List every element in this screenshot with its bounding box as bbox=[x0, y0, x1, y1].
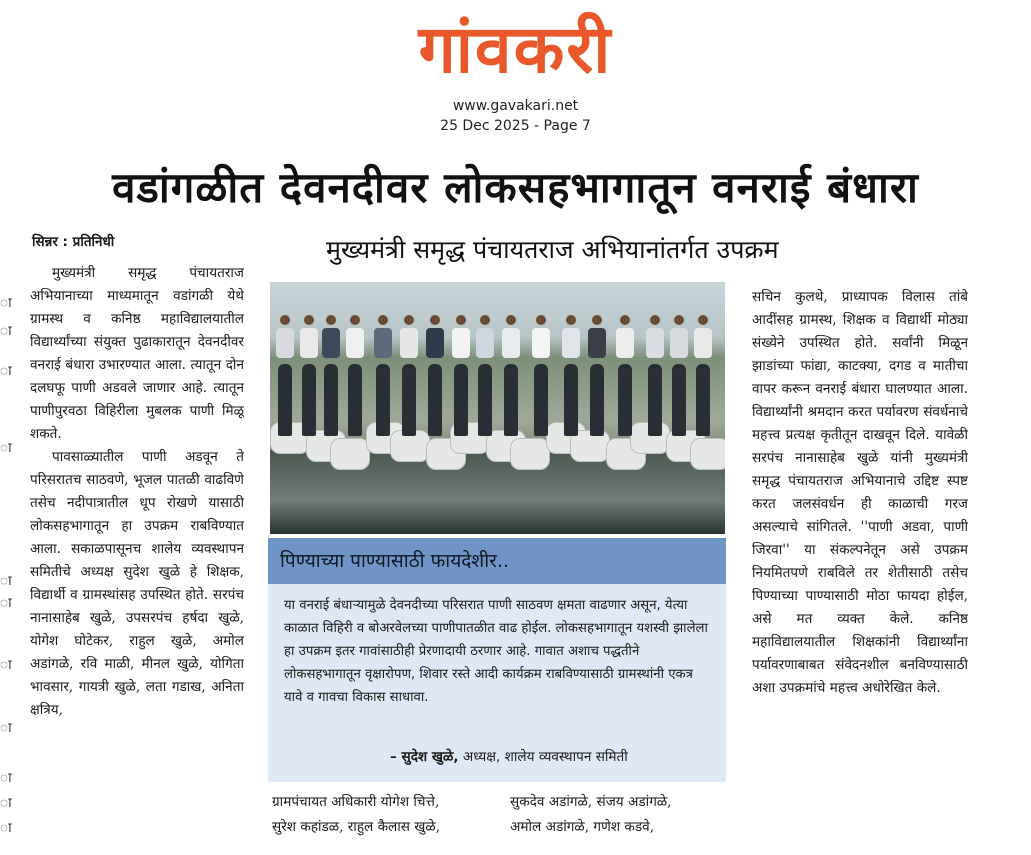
site-url[interactable]: www.gavakari.net bbox=[452, 98, 579, 114]
left-column bbox=[30, 262, 244, 842]
person-figure bbox=[302, 364, 316, 436]
person-figure bbox=[324, 364, 338, 436]
box-text: या वनराई बंधाऱ्यामुळे देवनदीच्या परिसरात पाणी साठवण क्षमता वाढणार असून, येत्या काळात विहिरी व बोअरवेलच्या पाणीपातळीत वाढ होईल. लोकसहभागातून यशस्वी झालेला हा उपक्रम इतर गावांसाठीही प्रेरणादायी ठरणार आहे. गावात अशाच पद्धतीने लोकसहभागातून वृक्षारोपण, शिवार रस्ते आदी कार्यक्रम राबविण्यासाठी ग्रामस्थांनी एकत्र यावे व गावचा विकास साधावा. bbox=[284, 598, 708, 705]
box-signature bbox=[390, 746, 628, 765]
person-head bbox=[650, 315, 660, 325]
person-head bbox=[378, 315, 388, 325]
right-column bbox=[752, 286, 968, 846]
person-figure bbox=[590, 364, 604, 436]
edition-date: 25 Dec 2025 - Page 7 bbox=[440, 118, 591, 134]
person-figure bbox=[696, 364, 710, 436]
person-shirt bbox=[276, 328, 294, 358]
person-head bbox=[430, 315, 440, 325]
sandbag bbox=[510, 438, 550, 470]
person-head bbox=[592, 315, 602, 325]
person-head bbox=[566, 315, 576, 325]
text-line: अमोल अडांगळे, गणेश कडवे, bbox=[510, 819, 655, 835]
masthead-title: गांवकरी bbox=[418, 10, 613, 88]
person-head bbox=[304, 315, 314, 325]
edge-glyph: ा bbox=[0, 770, 12, 786]
edge-glyph: ा bbox=[0, 295, 12, 311]
person-shirt bbox=[322, 328, 340, 358]
highlight-box bbox=[268, 538, 726, 782]
edge-glyph: ा bbox=[0, 363, 12, 379]
person-head bbox=[280, 315, 290, 325]
person-shirt bbox=[374, 328, 392, 358]
person-head bbox=[456, 315, 466, 325]
person-shirt bbox=[452, 328, 470, 358]
person-head bbox=[326, 315, 336, 325]
person-head bbox=[350, 315, 360, 325]
person-figure bbox=[428, 364, 442, 436]
person-shirt bbox=[300, 328, 318, 358]
signature-role: अध्यक्ष, शालेय व्यवस्थापन समिती bbox=[462, 749, 628, 765]
article-headline: वडांगळीत देवनदीवर लोकसहभागातून वनराई बंधारा bbox=[112, 163, 919, 212]
person-figure bbox=[564, 364, 578, 436]
person-figure bbox=[402, 364, 416, 436]
under-box-text-2 bbox=[510, 790, 736, 840]
person-figure bbox=[376, 364, 390, 436]
person-head bbox=[506, 315, 516, 325]
person-head bbox=[620, 315, 630, 325]
person-figure bbox=[504, 364, 518, 436]
person-figure bbox=[454, 364, 468, 436]
person-shirt bbox=[616, 328, 634, 358]
edge-glyph: ा bbox=[0, 820, 12, 836]
edge-glyph: ा bbox=[0, 440, 12, 456]
person-shirt bbox=[346, 328, 364, 358]
person-figure bbox=[534, 364, 548, 436]
person-figure bbox=[648, 364, 662, 436]
text-line: सुकदेव अडांगळे, संजय अडांगळे, bbox=[510, 794, 672, 810]
person-head bbox=[480, 315, 490, 325]
person-shirt bbox=[646, 328, 664, 358]
article-photo bbox=[270, 282, 725, 534]
under-box-text-1 bbox=[272, 790, 498, 840]
paragraph: मुख्यमंत्री समृद्ध पंचायतराज अभियानाच्या माध्यमातून वडांगळी येथे ग्रामस्थ व कनिष्ठ महाविद्यालयातील विद्यार्थ्यांच्या संयुक्त पुढाकारातून देवनदीवर वनराई बंधारा उभारण्यात आला. त्यातून दोन दलघफू पाणी अडवले जाणार आहे. त्यातून पाणीपुरवठा विहिरीला मुबलक पाणी मिळू शकते. bbox=[30, 265, 244, 442]
text-line: सुरेश कहांडळ, राहुल कैलास खुळे, bbox=[272, 819, 441, 835]
edge-glyph: ा bbox=[0, 573, 12, 589]
article-subhead: मुख्यमंत्री समृद्ध पंचायतराज अभियानांतर्गत उपक्रम bbox=[326, 235, 779, 264]
text-line: ग्रामपंचायत अधिकारी योगेश चित्ते, bbox=[272, 794, 440, 810]
person-shirt bbox=[400, 328, 418, 358]
person-head bbox=[674, 315, 684, 325]
edge-glyph: ा bbox=[0, 657, 12, 673]
person-shirt bbox=[426, 328, 444, 358]
sandbag bbox=[690, 438, 725, 470]
person-shirt bbox=[476, 328, 494, 358]
edge-glyph: ा bbox=[0, 795, 12, 811]
paragraph: पावसाळ्यातील पाणी अडवून ते परिसरातच साठवणे, भूजल पातळी वाढविणे तसेच नदीपात्रातील धूप रोखणे यासाठी लोकसहभागातून हा उपक्रम राबविण्यात आला. सकाळपासूनच शालेय व्यवस्थापन समितीचे अध्यक्ष सुदेश खुळे हे शिक्षक, विद्यार्थी व ग्रामस्थांसह उपस्थित होते. सरपंच नानासाहेब खुळे, उपसरपंच हर्षदा खुळे, योगेश घोटेकर, राहुल खुळे, अमोल अडांगळे, रवि माळी, मीनल खुळे, योगिता भावसार, गायत्री खुळे, लता गडाख, अनिता क्षत्रिय, bbox=[30, 449, 244, 718]
person-figure bbox=[618, 364, 632, 436]
person-head bbox=[698, 315, 708, 325]
adjacent-article-edge bbox=[0, 262, 18, 842]
edge-glyph: ा bbox=[0, 323, 12, 339]
person-shirt bbox=[694, 328, 712, 358]
edge-glyph: ा bbox=[0, 595, 12, 611]
signature-name: – सुदेश खुळे, bbox=[390, 749, 459, 765]
paragraph: सचिन कुलथे, प्राध्यापक विलास तांबे आदींसह ग्रामस्थ, शिक्षक व विद्यार्थी मोठ्या संख्येने उपस्थित होते. सर्वांनी मिळून झाडांच्या फांद्या, काटक्या, दगड व मातीचा वापर करून वनराई बंधारा घालण्यात आला. विद्यार्थ्यांनी श्रमदान करत पर्यावरण संवर्धनाचे महत्त्व प्रत्यक्ष कृतीतून दाखवून दिले. यावेळी सरपंच नानासाहेब खुळे यांनी मुख्यमंत्री समृद्ध पंचायतराज अभियानाचे उद्दिष्ट स्पष्ट करत जलसंवर्धन ही काळाची गरज असल्याचे सांगितले. ''पाणी अडवा, पाणी जिरवा'' या संकल्पनेतून असे उपक्रम नियमितपणे राबविले तर शेतीसाठी तसेच पिण्याच्या पाण्यासाठी मोठा फायदा होईल, असे मत व्यक्त केले. कनिष्ठ महाविद्यालयातील शिक्षकांनी विद्यार्थ्यांना पर्यावरणाबाबत संवेदनशील बनविण्यासाठी अशा उपक्रमांचे महत्त्व अधोरेखित केले. bbox=[752, 289, 968, 696]
person-shirt bbox=[588, 328, 606, 358]
sandbag bbox=[330, 438, 370, 470]
person-shirt bbox=[502, 328, 520, 358]
edge-glyph: ा bbox=[0, 720, 12, 736]
person-head bbox=[536, 315, 546, 325]
person-figure bbox=[278, 364, 292, 436]
person-shirt bbox=[532, 328, 550, 358]
person-figure bbox=[348, 364, 362, 436]
person-figure bbox=[672, 364, 686, 436]
box-title: पिण्याच्या पाण्यासाठी फायदेशीर.. bbox=[268, 538, 726, 584]
person-head bbox=[404, 315, 414, 325]
person-shirt bbox=[562, 328, 580, 358]
person-figure bbox=[478, 364, 492, 436]
byline: सिन्नर : प्रतिनिधी bbox=[32, 234, 115, 250]
person-shirt bbox=[670, 328, 688, 358]
